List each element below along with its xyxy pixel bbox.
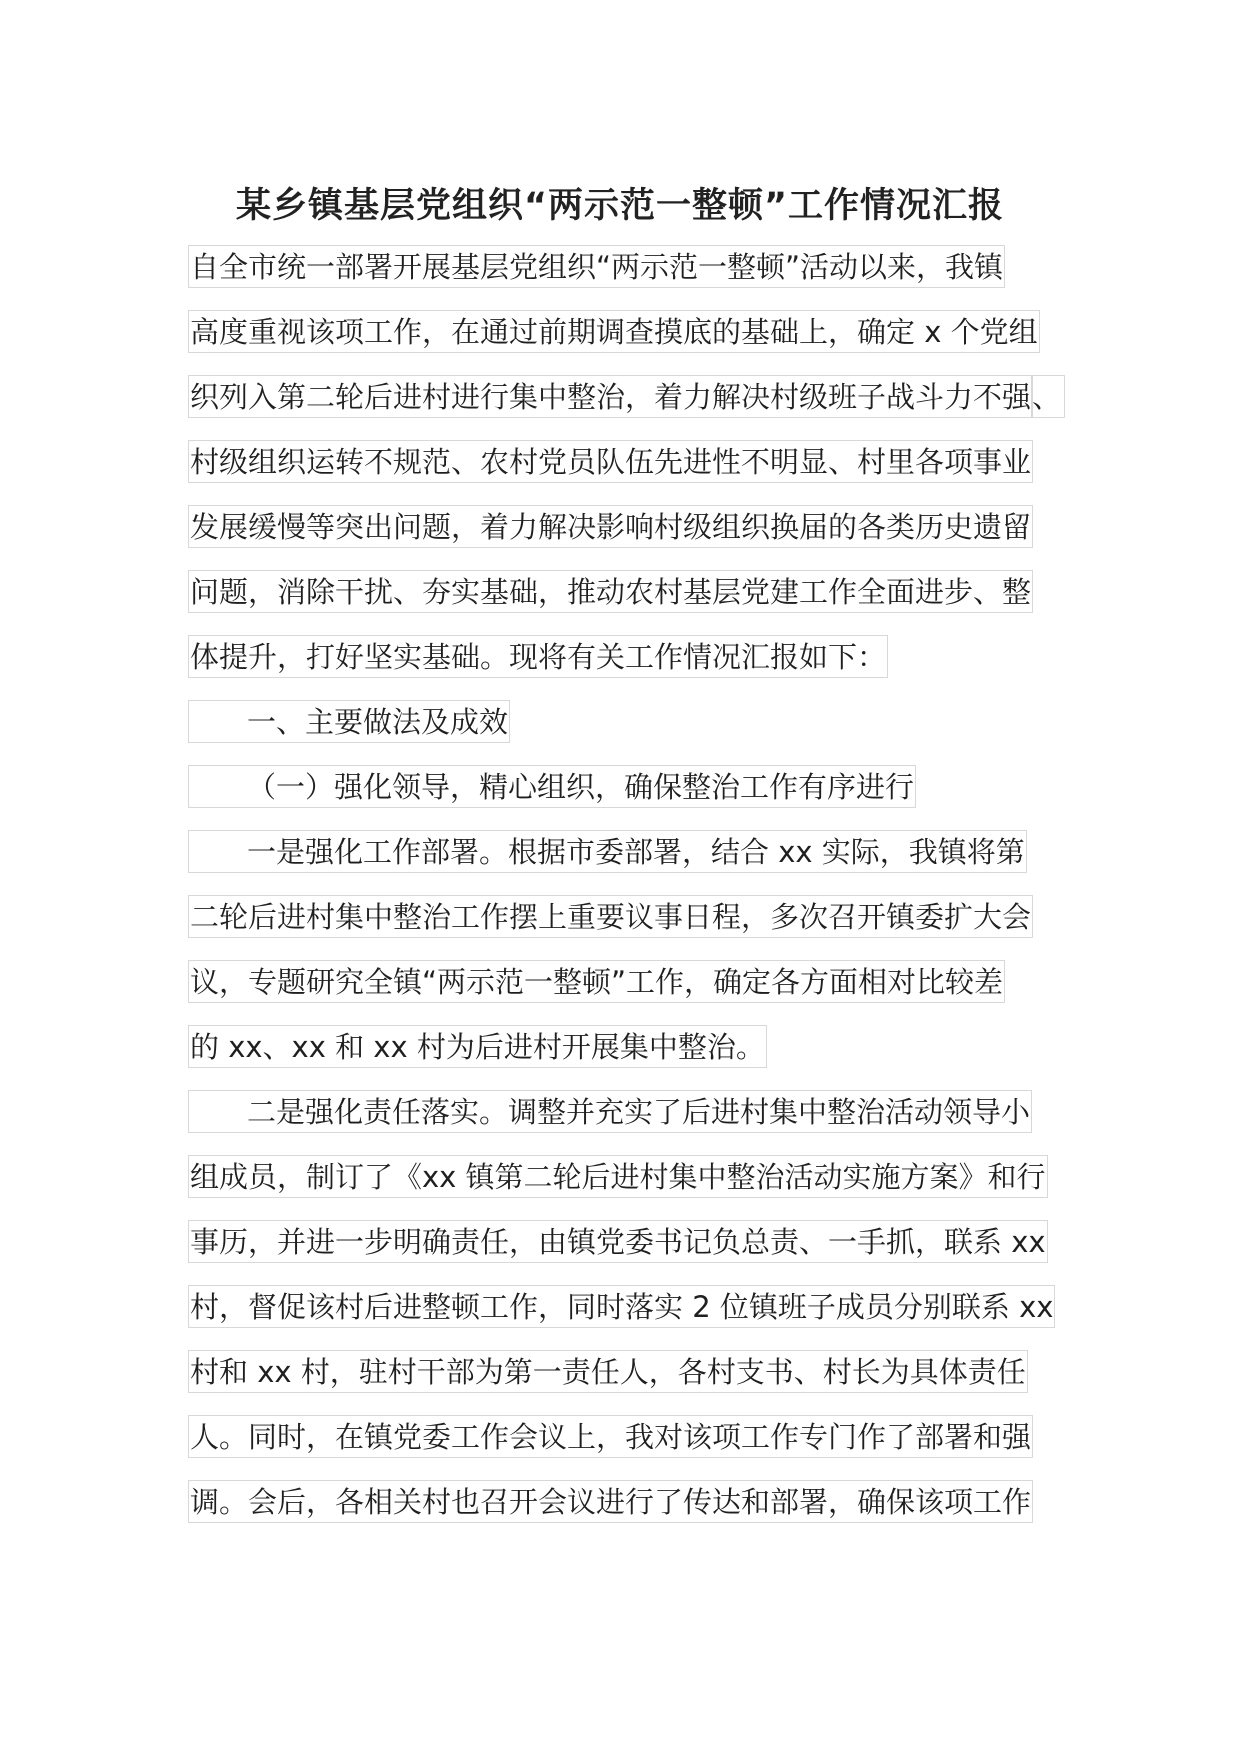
text-line	[188, 375, 1088, 440]
text-line-content: 的 xx、xx 和 xx 村为后进村开展集中整治。	[188, 1025, 767, 1068]
text-line	[188, 635, 1088, 700]
text-line	[188, 505, 1088, 570]
document-title: 某乡镇基层党组织“两示范一整顿”工作情况汇报	[235, 186, 1004, 226]
text-line-content: 组成员，制订了《xx 镇第二轮后进村集中整治活动实施方案》和行	[188, 1155, 1048, 1198]
text-line-content: 问题，消除干扰、夯实基础，推动农村基层党建工作全面进步、整	[188, 570, 1033, 613]
text-line-content: 村级组织运转不规范、农村党员队伍先进性不明显、村里各项事业	[188, 440, 1033, 483]
text-line	[188, 1025, 1088, 1090]
text-line-content: 村，督促该村后进整顿工作，同时落实 2 位镇班子成员分别联系 xx	[188, 1285, 1055, 1328]
text-line-content: 调。会后，各相关村也召开会议进行了传达和部署，确保该项工作	[188, 1480, 1033, 1523]
text-line	[188, 1480, 1088, 1545]
text-line-content: 高度重视该项工作，在通过前期调查摸底的基础上，确定 x 个党组	[188, 310, 1040, 353]
text-line	[188, 1285, 1088, 1350]
text-line	[188, 440, 1088, 505]
text-line	[188, 1415, 1088, 1480]
text-line-content: 事历，并进一步明确责任，由镇党委书记负总责、一手抓，联系 xx	[188, 1220, 1048, 1263]
text-line	[188, 1220, 1088, 1285]
text-line	[188, 765, 1088, 830]
text-line	[188, 1155, 1088, 1220]
text-line	[188, 245, 1088, 310]
text-line-content: 二是强化责任落实。调整并充实了后进村集中整治活动领导小	[188, 1090, 1032, 1133]
text-line-content: 议，专题研究全镇“两示范一整顿”工作，确定各方面相对比较差	[188, 960, 1005, 1003]
document-body	[188, 245, 1088, 1545]
text-line-trailing-mark: 、	[1031, 375, 1065, 418]
text-line-content: 织列入第二轮后进村进行集中整治，着力解决村级班子战斗力不强	[188, 375, 1033, 418]
text-line	[188, 960, 1088, 1025]
text-line-content: 二轮后进村集中整治工作摆上重要议事日程，多次召开镇委扩大会	[188, 895, 1033, 938]
text-line-content: 自全市统一部署开展基层党组织“两示范一整顿”活动以来，我镇	[188, 245, 1005, 288]
text-line	[188, 830, 1088, 895]
text-line	[188, 895, 1088, 960]
text-line	[188, 1090, 1088, 1155]
text-line	[188, 310, 1088, 375]
text-line-content: 体提升，打好坚实基础。现将有关工作情况汇报如下：	[188, 635, 888, 678]
text-line-content: 一是强化工作部署。根据市委部署，结合 xx 实际，我镇将第	[188, 830, 1027, 873]
text-line-content: 人。同时，在镇党委工作会议上，我对该项工作专门作了部署和强	[188, 1415, 1033, 1458]
text-line-content: 发展缓慢等突出问题，着力解决影响村级组织换届的各类历史遗留	[188, 505, 1033, 548]
text-line	[188, 1350, 1088, 1415]
text-line-content: 一、主要做法及成效	[188, 700, 510, 743]
text-line	[188, 700, 1088, 765]
text-line-content: 村和 xx 村，驻村干部为第一责任人，各村支书、村长为具体责任	[188, 1350, 1028, 1393]
text-line-content: （一）强化领导，精心组织，确保整治工作有序进行	[188, 765, 916, 808]
text-line	[188, 570, 1088, 635]
